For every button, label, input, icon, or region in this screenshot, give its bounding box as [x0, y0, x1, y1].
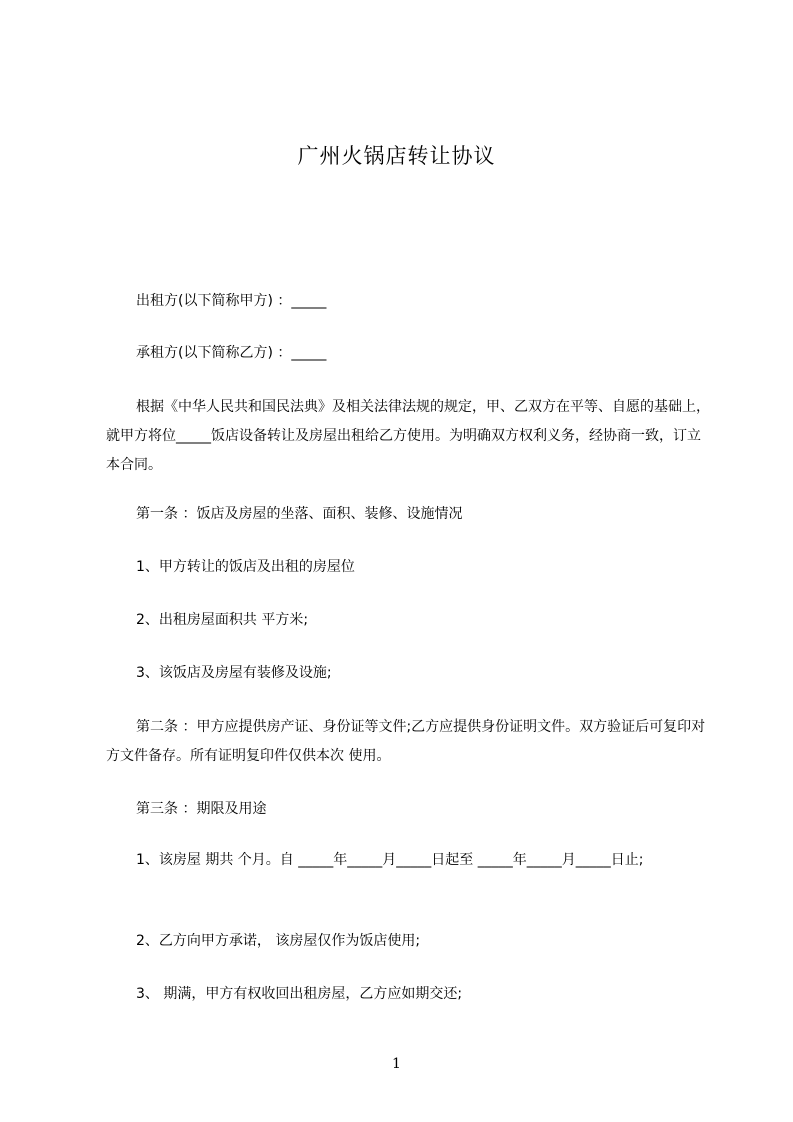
party-b-line: 承租方(以下简称乙方) ：_____ — [136, 345, 327, 361]
page-number: 1 — [392, 1056, 401, 1072]
article-1-item-1: 1、甲方转让的饭店及出租的房屋位 — [136, 559, 355, 575]
party-a-line: 出租方(以下简称甲方) ：_____ — [136, 293, 327, 309]
document-title: 广州火锅店转让协议 — [297, 144, 496, 168]
article-3-item-3: 3、 期满，甲方有权收回出租房屋，乙方应如期交还; — [136, 986, 463, 1002]
article-2-paragraph: 第二条 ：甲方应提供房产证、身份证等文件;乙方应提供身份证明文件。双方验证后可复印对方文件备存。所有证明复印件仅供本次 使用。 — [106, 719, 706, 764]
article-3-heading: 第三条 ：期限及用途 — [136, 801, 267, 817]
article-1-heading: 第一条 ：饭店及房屋的坐落、面积、装修、设施情况 — [136, 506, 463, 522]
article-3-item-2: 2、乙方向甲方承诺， 该房屋仅作为饭店使用; — [136, 933, 421, 949]
article-3-item-1: 1、该房屋 期共 个月。自 _____年_____月_____日起至 _____年_____月_____日止; — [136, 852, 644, 868]
article-1-item-2: 2、出租房屋面积共 平方米; — [136, 612, 309, 628]
preamble-paragraph: 根据《中华人民共和国民法典》及相关法律法规的规定，甲、乙双方在平等、自愿的基础上，就甲方将位_____饭店设备转让及房屋出租给乙方使用。为明确双方权利义务，经协商一致，订立本合同。 — [106, 399, 710, 473]
article-1-item-3: 3、该饭店及房屋有装修及设施; — [136, 665, 332, 681]
